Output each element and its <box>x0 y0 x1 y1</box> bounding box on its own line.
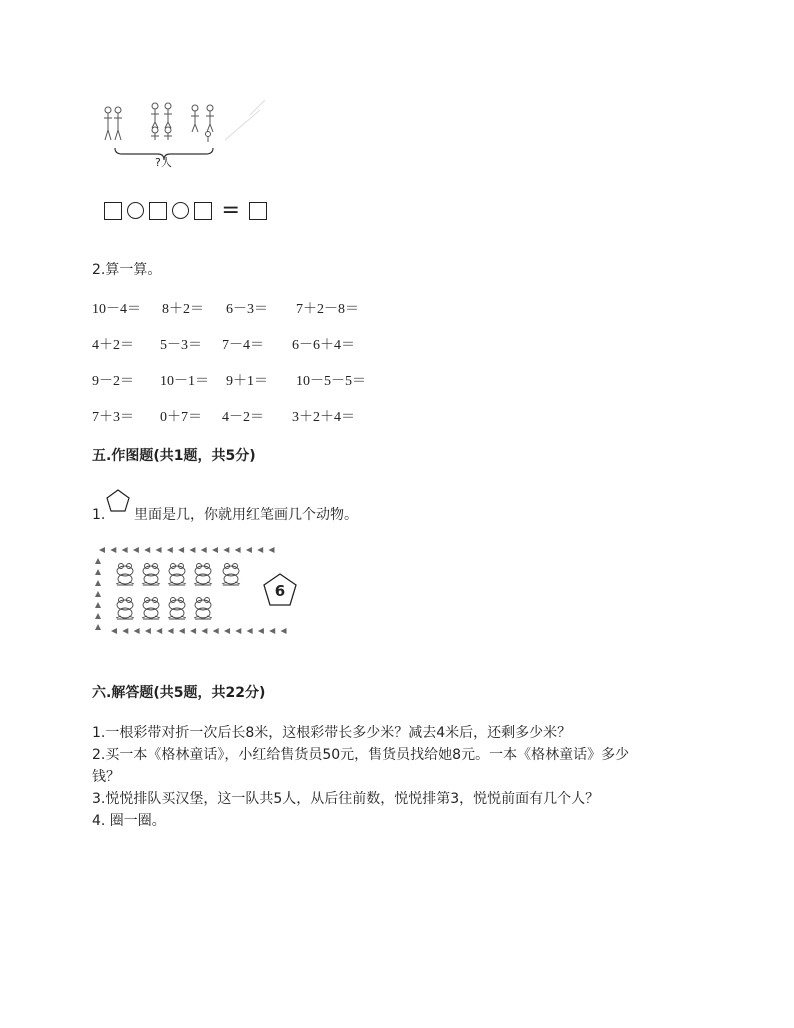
equation: 10－1＝ <box>160 374 209 389</box>
answer-box[interactable] <box>104 202 122 220</box>
equation: 4－2＝ <box>222 410 264 425</box>
border-triangle <box>95 580 101 586</box>
frog-icon <box>116 598 134 620</box>
section-6-q2: 2.买一本《格林童话》，小红给售货员50元，售货员找给她8元。一本《格林童话》多少 <box>92 747 630 763</box>
border-triangle <box>235 628 241 634</box>
section-5-q1-prefix: 1. <box>92 507 106 523</box>
border-triangle <box>156 628 162 634</box>
answer-box[interactable] <box>194 202 212 220</box>
section-6-heading: 六.解答题(共5题，共22分) <box>92 685 266 701</box>
border-triangle <box>167 547 173 553</box>
border-triangle <box>178 547 184 553</box>
equation: 10－5－5＝ <box>296 374 366 389</box>
border-triangle <box>144 547 150 553</box>
frog-icon <box>142 598 160 620</box>
border-triangle <box>281 628 287 634</box>
border-triangle <box>110 547 116 553</box>
equation: 7＋3＝ <box>92 410 134 425</box>
equation: 4＋2＝ <box>92 338 134 353</box>
border-triangle <box>99 547 105 553</box>
border-triangle <box>269 547 275 553</box>
frog-icon <box>194 564 212 586</box>
children-figure <box>100 100 280 172</box>
equation: 9＋1＝ <box>226 374 268 389</box>
frog-icon <box>168 564 186 586</box>
border-triangle <box>156 547 162 553</box>
frog-icon <box>116 564 134 586</box>
equation: 9－2＝ <box>92 374 134 389</box>
border-triangle <box>190 628 196 634</box>
border-triangle <box>95 613 101 619</box>
border-triangle <box>247 628 253 634</box>
section-5-heading: 五.作图题(共1题，共5分) <box>92 448 256 464</box>
border-triangle <box>95 569 101 575</box>
equation: 0＋7＝ <box>160 410 202 425</box>
frog-icon <box>168 598 186 620</box>
equation: 7－4＝ <box>222 338 264 353</box>
border-triangle <box>179 628 185 634</box>
pentagon-icon <box>105 488 131 518</box>
answer-box[interactable] <box>249 202 267 220</box>
border-triangle <box>258 628 264 634</box>
equation-template <box>104 198 267 223</box>
pentagon-number: 6 <box>274 582 286 600</box>
border-triangle <box>213 628 219 634</box>
section-6-q4: 4. 圈一圈。 <box>92 813 166 829</box>
q2-row-1 <box>92 298 492 318</box>
equation: 3＋2＋4＝ <box>292 410 355 425</box>
border-triangle <box>201 628 207 634</box>
border-triangle <box>246 547 252 553</box>
q2-row-4 <box>92 406 492 426</box>
border-triangle <box>122 547 128 553</box>
equation: 6－6＋4＝ <box>292 338 355 353</box>
operator-circle[interactable] <box>127 202 144 219</box>
border-triangle <box>111 628 117 634</box>
border-triangle <box>133 547 139 553</box>
answer-box[interactable] <box>149 202 167 220</box>
border-triangle <box>212 547 218 553</box>
people-count-label: ?人 <box>155 156 172 169</box>
border-triangle <box>168 628 174 634</box>
section-5-q1-text: 里面是几，你就用红笔画几个动物。 <box>134 507 358 523</box>
equals-sign: = <box>221 198 240 223</box>
border-triangle <box>257 547 263 553</box>
border-triangle <box>201 547 207 553</box>
q2-row-2 <box>92 334 492 354</box>
question-2-title: 2.算一算。 <box>92 262 162 278</box>
border-triangle <box>134 628 140 634</box>
border-triangle <box>145 628 151 634</box>
border-triangle <box>224 628 230 634</box>
frog-icon <box>222 564 240 586</box>
people-illustration <box>100 100 280 172</box>
section-6-q3: 3.悦悦排队买汉堡，这一队共5人，从后往前数，悦悦排第3，悦悦前面有几个人？ <box>92 791 600 807</box>
section-6-q1: 1.一根彩带对折一次后长8米，这根彩带长多少米？减去4米后，还剩多少米？ <box>92 725 572 741</box>
equation: 6－3＝ <box>226 302 268 317</box>
number-pentagon <box>262 572 298 608</box>
frog-icon <box>194 598 212 620</box>
q2-row-3 <box>92 370 492 390</box>
border-triangle <box>95 558 101 564</box>
equation: 5－3＝ <box>160 338 202 353</box>
border-triangle <box>189 547 195 553</box>
border-triangle <box>235 547 241 553</box>
border-triangle <box>95 624 101 630</box>
border-triangle <box>95 602 101 608</box>
operator-circle[interactable] <box>172 202 189 219</box>
equation: 8＋2＝ <box>162 302 204 317</box>
equation: 7＋2－8＝ <box>296 302 359 317</box>
border-triangle <box>223 547 229 553</box>
equation: 10－4＝ <box>92 302 141 317</box>
section-6-q2-cont: 钱？ <box>92 769 120 785</box>
frog-icon <box>142 564 160 586</box>
border-triangle <box>269 628 275 634</box>
border-triangle <box>95 591 101 597</box>
border-triangle <box>122 628 128 634</box>
